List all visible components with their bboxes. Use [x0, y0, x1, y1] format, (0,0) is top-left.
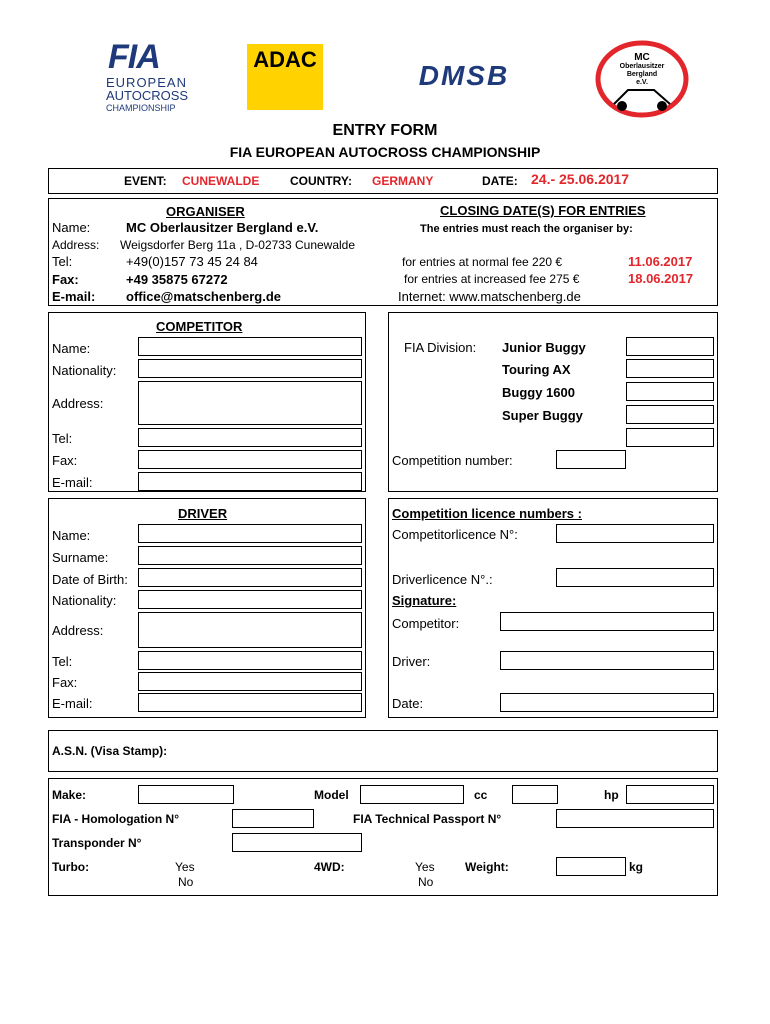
- driver-nationality-label: Nationality:: [52, 593, 117, 608]
- car-4wd-yes[interactable]: Yes: [415, 860, 435, 874]
- mc-logo-line2: Oberlausitzer: [619, 63, 665, 70]
- competitor-licence-field[interactable]: [556, 524, 714, 543]
- signature-date-field[interactable]: [500, 693, 714, 712]
- competitor-address-field[interactable]: [138, 381, 362, 425]
- signature-competitor-label: Competitor:: [392, 616, 460, 631]
- competitor-name-field[interactable]: [138, 337, 362, 356]
- car-model-label: Model: [314, 788, 349, 802]
- organiser-email-value: office@matschenberg.de: [126, 289, 281, 304]
- car-turbo-label: Turbo:: [52, 860, 90, 874]
- competitor-heading: COMPETITOR: [156, 319, 243, 334]
- organiser-fax-label: Fax:: [52, 272, 79, 287]
- division-label: FIA Division:: [404, 340, 477, 355]
- page-subtitle: FIA EUROPEAN AUTOCROSS CHAMPIONSHIP: [229, 144, 541, 160]
- car-homologation-label: FIA - Homologation N°: [52, 812, 180, 826]
- mc-logo-line3: Bergland: [626, 71, 658, 78]
- fia-logo-line3: CHAMPIONSHIP: [106, 103, 176, 113]
- driver-address-field[interactable]: [138, 612, 362, 648]
- competitor-nationality-label: Nationality:: [52, 363, 117, 378]
- closing-increased-date: 18.06.2017: [628, 271, 694, 286]
- page-title: ENTRY FORM: [332, 122, 438, 139]
- car-passport-label: FIA Technical Passport N°: [353, 812, 502, 826]
- car-turbo-no[interactable]: No: [178, 875, 194, 889]
- division-touring-ax-checkbox[interactable]: [626, 359, 714, 378]
- driver-dob-label: Date of Birth:: [52, 572, 128, 587]
- adac-logo: [247, 44, 323, 110]
- date-label: DATE:: [482, 174, 518, 188]
- adac-logo-text: ADAC: [253, 47, 317, 72]
- competitor-address-label: Address:: [52, 396, 104, 411]
- car-passport-field[interactable]: [556, 809, 714, 828]
- driver-address-label: Address:: [52, 623, 104, 638]
- division-extra-checkbox[interactable]: [626, 428, 714, 447]
- signature-competitor-field[interactable]: [500, 612, 714, 631]
- closing-normal-text: for entries at normal fee 220 €: [402, 255, 563, 269]
- division-buggy-1600-checkbox[interactable]: [626, 382, 714, 401]
- division-option-buggy-1600: Buggy 1600: [502, 385, 575, 400]
- fia-logo-mark: FIA: [108, 38, 160, 76]
- country-label: COUNTRY:: [290, 174, 352, 188]
- competitor-email-label: E-mail:: [52, 475, 93, 490]
- competitor-tel-field[interactable]: [138, 428, 362, 447]
- closing-internet: Internet: www.matschenberg.de: [398, 289, 581, 304]
- fia-logo-line1: EUROPEAN: [106, 75, 187, 90]
- licence-heading: Competition licence numbers :: [392, 506, 582, 521]
- driver-nationality-field[interactable]: [138, 590, 362, 609]
- signature-heading: Signature:: [392, 593, 457, 608]
- fia-logo: [104, 40, 196, 118]
- driver-licence-field[interactable]: [556, 568, 714, 587]
- closing-normal-date: 11.06.2017: [628, 254, 693, 269]
- car-model-field[interactable]: [360, 785, 464, 804]
- driver-email-field[interactable]: [138, 693, 362, 712]
- car-turbo-yes[interactable]: Yes: [175, 860, 195, 874]
- mc-logo-line4: e.V.: [636, 79, 648, 86]
- competitor-fax-label: Fax:: [52, 453, 78, 468]
- mc-logo: [594, 40, 690, 118]
- event-label: EVENT:: [124, 174, 167, 188]
- competitor-nationality-field[interactable]: [138, 359, 362, 378]
- driver-licence-label: Driverlicence N°.:: [392, 572, 493, 587]
- competition-number-field[interactable]: [556, 450, 626, 469]
- country-value: GERMANY: [372, 174, 434, 188]
- driver-heading: DRIVER: [178, 506, 228, 521]
- competitor-tel-label: Tel:: [52, 431, 73, 446]
- organiser-fax-value: +49 35875 67272: [126, 272, 228, 287]
- car-weight-unit: kg: [629, 860, 644, 874]
- car-hp-field[interactable]: [626, 785, 714, 804]
- division-junior-buggy-checkbox[interactable]: [626, 337, 714, 356]
- division-option-touring-ax: Touring AX: [502, 362, 571, 377]
- date-value: 24.- 25.06.2017: [531, 171, 630, 187]
- closing-increased-text: for entries at increased fee 275 €: [404, 272, 580, 286]
- competitor-name-label: Name:: [52, 341, 91, 356]
- division-option-super-buggy: Super Buggy: [502, 408, 583, 423]
- organiser-address-value: Weigsdorfer Berg 11a , D-02733 Cunewalde: [120, 238, 356, 252]
- driver-tel-field[interactable]: [138, 651, 362, 670]
- dmsb-logo: [384, 62, 544, 90]
- fia-logo-line2: AUTOCROSS: [106, 88, 189, 103]
- car-4wd-label: 4WD:: [314, 860, 345, 874]
- driver-surname-label: Surname:: [52, 550, 109, 565]
- dmsb-logo-text: DMSB: [418, 60, 510, 91]
- driver-dob-field[interactable]: [138, 568, 362, 587]
- asn-label: A.S.N. (Visa Stamp):: [52, 744, 168, 758]
- closing-note: The entries must reach the organiser by:: [420, 223, 633, 235]
- driver-surname-field[interactable]: [138, 546, 362, 565]
- mc-logo-line1: MC: [634, 52, 650, 63]
- organiser-address-label: Address:: [52, 238, 100, 252]
- driver-fax-field[interactable]: [138, 672, 362, 691]
- event-value: CUNEWALDE: [182, 174, 260, 188]
- organiser-tel-value: +49(0)157 73 45 24 84: [126, 254, 258, 269]
- organiser-heading: ORGANISER: [166, 204, 245, 219]
- competitor-email-field[interactable]: [138, 472, 362, 491]
- car-weight-label: Weight:: [465, 860, 509, 874]
- driver-name-label: Name:: [52, 528, 91, 543]
- car-transponder-field[interactable]: [232, 833, 362, 852]
- organiser-name-value: MC Oberlausitzer Bergland e.V.: [126, 220, 319, 235]
- car-make-field[interactable]: [138, 785, 234, 804]
- car-cc-label: cc: [474, 788, 488, 802]
- division-super-buggy-checkbox[interactable]: [626, 405, 714, 424]
- competitor-licence-label: Competitorlicence N°:: [392, 527, 518, 542]
- organiser-name-label: Name:: [52, 220, 91, 235]
- signature-driver-field[interactable]: [500, 651, 714, 670]
- organiser-email-label: E-mail:: [52, 289, 96, 304]
- division-option-junior-buggy: Junior Buggy: [502, 340, 586, 355]
- competition-number-label: Competition number:: [392, 453, 513, 468]
- closing-heading: CLOSING DATE(S) FOR ENTRIES: [440, 203, 646, 218]
- car-make-label: Make:: [52, 788, 87, 802]
- driver-fax-label: Fax:: [52, 675, 78, 690]
- signature-date-label: Date:: [392, 696, 424, 711]
- driver-tel-label: Tel:: [52, 654, 73, 669]
- car-4wd-no[interactable]: No: [418, 875, 434, 889]
- driver-name-field[interactable]: [138, 524, 362, 543]
- car-cc-field[interactable]: [512, 785, 558, 804]
- organiser-tel-label: Tel:: [52, 254, 73, 269]
- car-homologation-field[interactable]: [232, 809, 314, 828]
- driver-email-label: E-mail:: [52, 696, 93, 711]
- car-hp-label: hp: [604, 788, 619, 802]
- car-transponder-label: Transponder N°: [52, 836, 142, 850]
- competitor-fax-field[interactable]: [138, 450, 362, 469]
- car-weight-field[interactable]: [556, 857, 626, 876]
- signature-driver-label: Driver:: [392, 654, 431, 669]
